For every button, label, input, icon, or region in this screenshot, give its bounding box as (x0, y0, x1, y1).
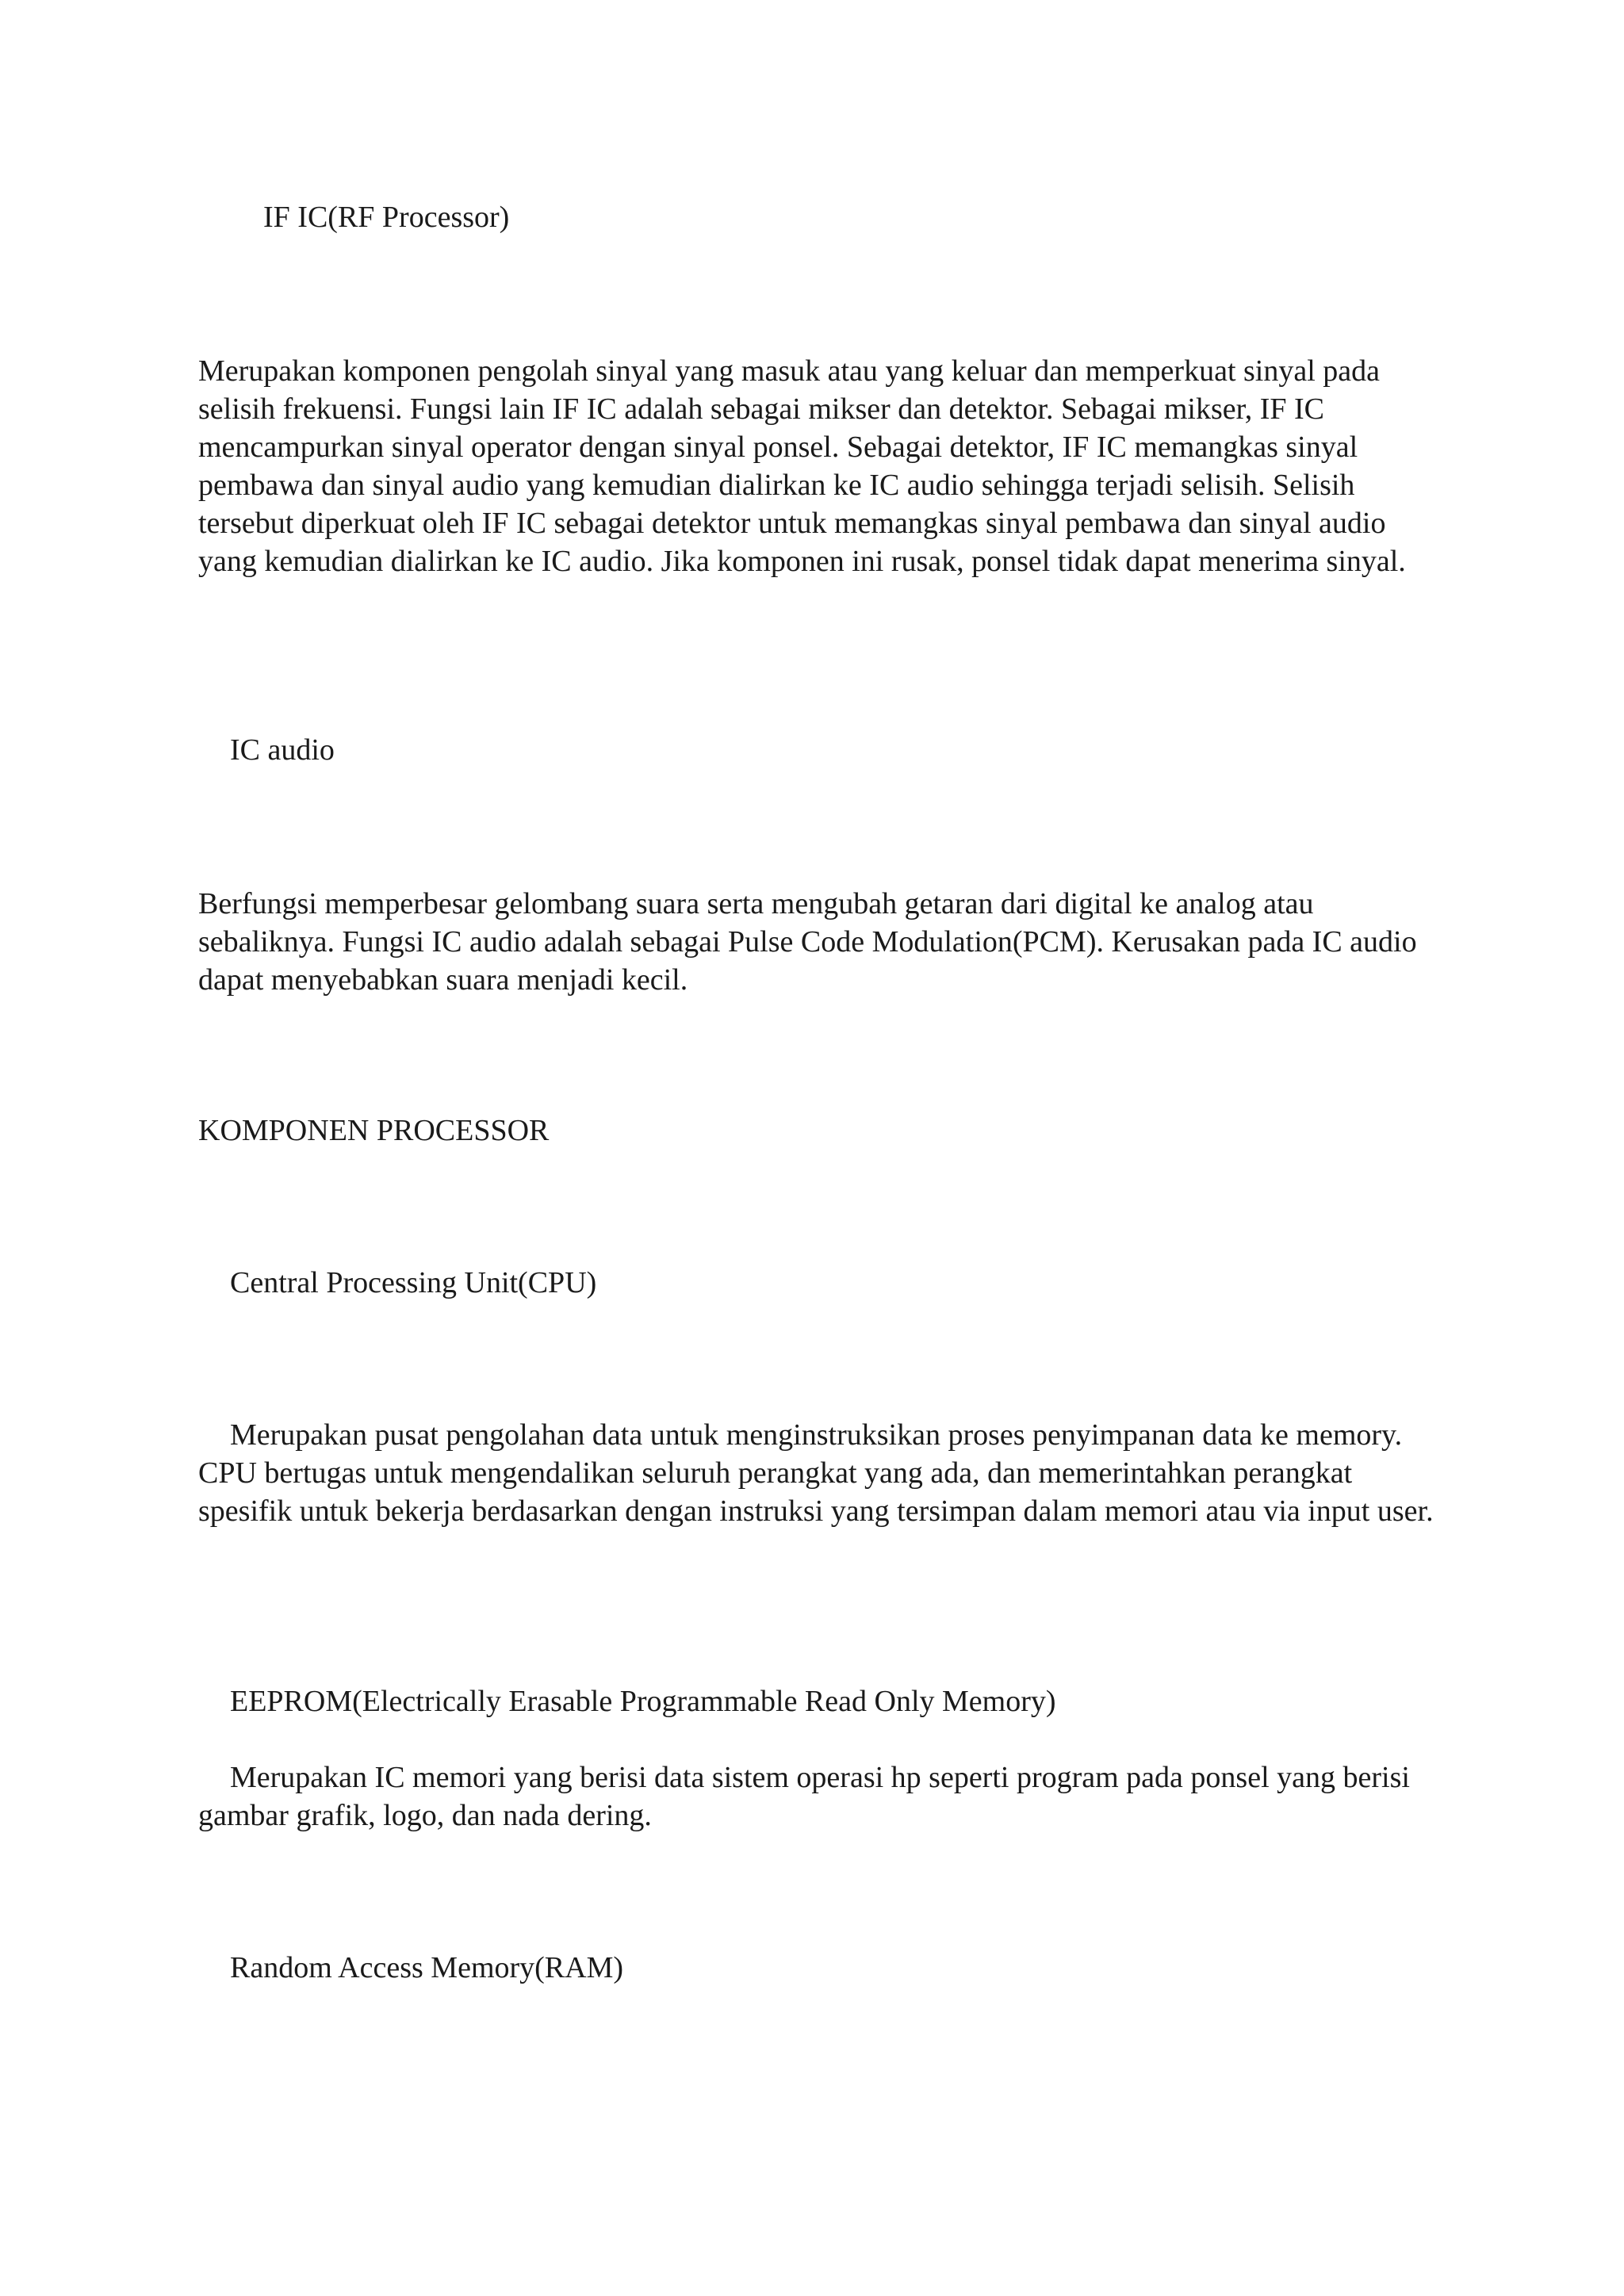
section-heading-ic-audio: IC audio (230, 733, 335, 767)
section-paragraph-cpu: Merupakan pusat pengolahan data untuk menginstruksikan proses penyimpanan data ke memory. CPU bertugas untuk mengendalikan seluruh perangkat yang ada, dan memerintahkan perangkat spesifik untuk bekerja berdasarkan dengan instruksi yang tersimpan dalam memori atau via input user. (198, 1418, 1434, 1528)
section-paragraph-ic-audio: Berfungsi memperbesar gelombang suara serta mengubah getaran dari digital ke analog atau sebaliknya. Fungsi IC audio adalah sebagai Pulse Code Modulation(PCM). Kerusakan pada IC audio dapat menyebabkan suara menjadi kecil. (198, 887, 1417, 997)
section-paragraph-eeprom: Merupakan IC memori yang berisi data sistem operasi hp seperti program pada ponsel yang berisi gambar grafik, logo, dan nada dering. (198, 1761, 1410, 1832)
section-paragraph-if-ic: Merupakan komponen pengolah sinyal yang masuk atau yang keluar dan memperkuat sinyal pada selisih frekuensi. Fungsi lain IF IC adalah sebagai mikser dan detektor. Sebagai mikser, IF IC mencampurkan sinyal operator dengan sinyal ponsel. Sebagai detektor, IF IC memangkas sinyal pembawa dan sinyal audio yang kemudian dialirkan ke IC audio sehingga terjadi selisih. Selisih tersebut diperkuat oleh IF IC sebagai detektor untuk memangkas sinyal pembawa dan sinyal audio yang kemudian dialirkan ke IC audio. Jika komponen ini rusak, ponsel tidak dapat menerima sinyal. (198, 354, 1406, 578)
section-heading-eeprom: EEPROM(Electrically Erasable Programmable Read Only Memory) (230, 1685, 1056, 1718)
section-heading-komponen-processor: KOMPONEN PROCESSOR (198, 1114, 550, 1147)
section-heading-if-ic: IF IC(RF Processor) (263, 201, 510, 234)
section-heading-ram: Random Access Memory(RAM) (230, 1951, 624, 1984)
section-heading-cpu: Central Processing Unit(CPU) (230, 1266, 597, 1299)
